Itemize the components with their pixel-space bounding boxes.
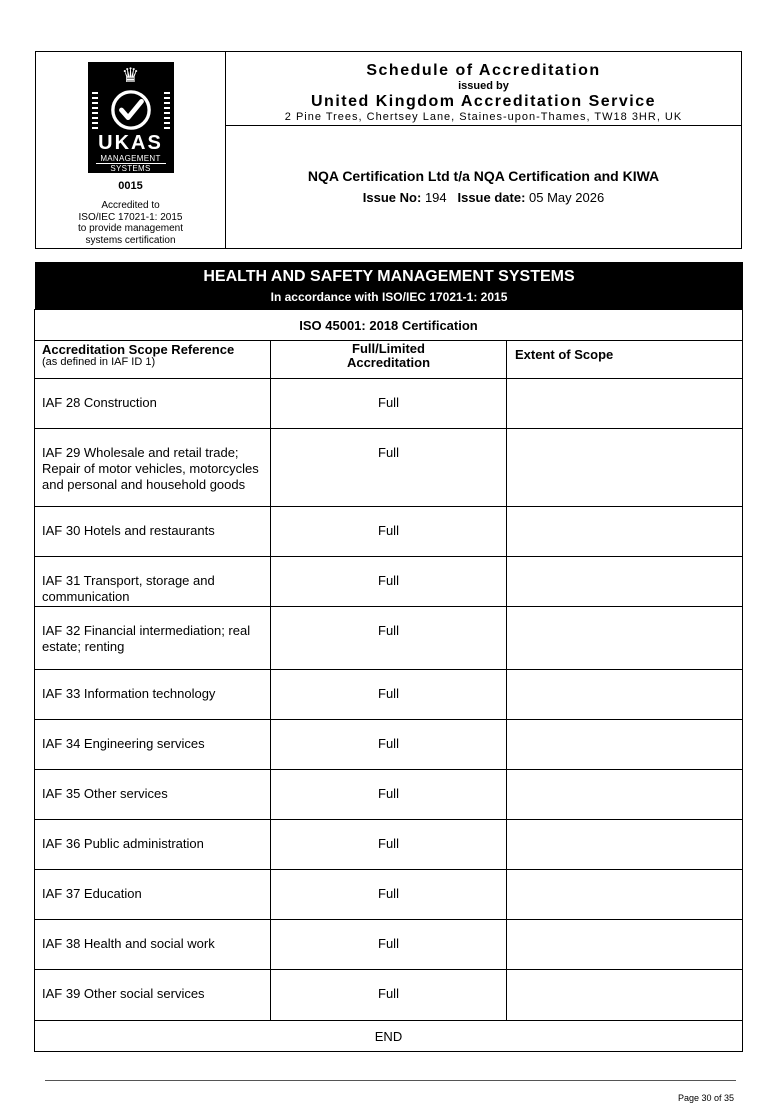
footer-divider: [45, 1080, 736, 1081]
issue-date-label: Issue date:: [457, 190, 526, 205]
extent-of-scope: [507, 720, 743, 770]
scope-rows: [35, 379, 743, 1021]
scope-reference: IAF 29 Wholesale and retail trade; Repair of motor vehicles, motorcycles and personal and household goods: [35, 429, 271, 507]
ukas-logo: [88, 62, 174, 173]
table-row: [35, 920, 743, 970]
scope-reference: IAF 28 Construction: [35, 379, 271, 429]
table-row: [35, 557, 743, 607]
extent-of-scope: [507, 920, 743, 970]
scope-reference: IAF 30 Hotels and restaurants: [35, 507, 271, 557]
section-subtitle: In accordance with ISO/IEC 17021-1: 2015: [270, 290, 508, 304]
table-row: [35, 970, 743, 1021]
accreditation-level: Full: [271, 720, 507, 770]
table-header-row: [35, 341, 743, 379]
accreditation-level: Full: [271, 920, 507, 970]
header-accreditation-line1: Full/Limited: [352, 341, 425, 356]
company-block: [226, 126, 741, 248]
accreditation-logo-cell: [36, 52, 226, 248]
accreditation-level: Full: [271, 670, 507, 720]
accreditation-note: systems certification: [85, 234, 176, 246]
certification-standard: ISO 45001: 2018 Certification: [35, 310, 743, 341]
document-title: Schedule of Accreditation: [366, 62, 601, 79]
logo-subtitle: MANAGEMENT: [100, 154, 161, 163]
title-block: [226, 52, 741, 126]
accreditation-level: Full: [271, 770, 507, 820]
scope-reference: IAF 39 Other social services: [35, 970, 271, 1021]
accreditation-level: Full: [271, 870, 507, 920]
header-scope-reference-title: Accreditation Scope Reference: [42, 342, 235, 357]
header-accreditation-line2: Accreditation: [346, 355, 431, 370]
extent-of-scope: [507, 557, 743, 607]
extent-of-scope: [507, 970, 743, 1021]
scope-reference: IAF 32 Financial intermediation; real estate; renting: [35, 607, 271, 670]
logo-word: UKAS: [98, 132, 163, 154]
extent-of-scope: [507, 379, 743, 429]
header-scope-reference-sub: (as defined in IAF ID 1): [42, 356, 156, 368]
section-title: HEALTH AND SAFETY MANAGEMENT SYSTEMS: [203, 268, 575, 285]
schedule-header: [35, 51, 742, 249]
extent-of-scope: [507, 607, 743, 670]
issue-no: 194: [424, 190, 447, 205]
extent-of-scope: [507, 820, 743, 870]
issue-line: [363, 190, 604, 205]
accreditation-note: to provide management: [77, 223, 184, 234]
page-number: Page 30 of 35: [677, 1093, 734, 1103]
table-row: [35, 507, 743, 557]
end-marker: END: [35, 1021, 743, 1052]
scope-reference: IAF 34 Engineering services: [35, 720, 271, 770]
header-extent-of-scope: Extent of Scope: [507, 341, 743, 379]
issued-by: issued by: [458, 80, 509, 92]
header-accreditation: [271, 341, 507, 379]
accreditation-level: Full: [271, 429, 507, 507]
table-row: [35, 670, 743, 720]
logo-bars-right: [164, 92, 170, 130]
accreditation-level: Full: [271, 607, 507, 670]
table-row: [35, 429, 743, 507]
tick-circle-icon: [109, 89, 153, 131]
issue-no-label: Issue No:: [362, 190, 422, 205]
table-row: [35, 379, 743, 429]
company-name: NQA Certification Ltd t/a NQA Certification and KIWA: [307, 168, 660, 184]
end-row: [35, 1021, 743, 1052]
logo-subtitle: SYSTEMS: [96, 163, 166, 173]
table-row: [35, 820, 743, 870]
section-heading: [35, 262, 743, 309]
accreditation-level: Full: [271, 557, 507, 607]
scope-reference: IAF 35 Other services: [35, 770, 271, 820]
accreditation-level: Full: [271, 379, 507, 429]
accreditation-level: Full: [271, 820, 507, 870]
accreditation-note: ISO/IEC 17021-1: 2015: [78, 211, 183, 223]
scope-reference: IAF 31 Transport, storage and communication: [35, 557, 271, 607]
title-cell: [226, 52, 741, 248]
scope-reference: IAF 33 Information technology: [35, 670, 271, 720]
service-address: 2 Pine Trees, Chertsey Lane, Staines-upon-Thames, TW18 3HR, UK: [284, 111, 683, 123]
issue-date: 05 May 2026: [529, 190, 605, 205]
extent-of-scope: [507, 507, 743, 557]
accreditation-level: Full: [271, 970, 507, 1021]
header-scope-reference: [35, 341, 271, 379]
scope-reference: IAF 38 Health and social work: [35, 920, 271, 970]
logo-bars-left: [92, 92, 98, 130]
certification-row: [35, 310, 743, 341]
table-row: [35, 607, 743, 670]
extent-of-scope: [507, 429, 743, 507]
accreditation-level: Full: [271, 507, 507, 557]
accreditation-number: 0015: [118, 180, 143, 192]
scope-reference: IAF 37 Education: [35, 870, 271, 920]
table-row: [35, 720, 743, 770]
extent-of-scope: [507, 870, 743, 920]
service-name: United Kingdom Accreditation Service: [310, 93, 656, 110]
table-row: [35, 870, 743, 920]
table-row: [35, 770, 743, 820]
scope-table: [34, 309, 743, 1052]
extent-of-scope: [507, 770, 743, 820]
crown-icon: ♛: [121, 65, 140, 87]
scope-reference: IAF 36 Public administration: [35, 820, 271, 870]
accreditation-note: Accredited to: [101, 200, 160, 211]
extent-of-scope: [507, 670, 743, 720]
